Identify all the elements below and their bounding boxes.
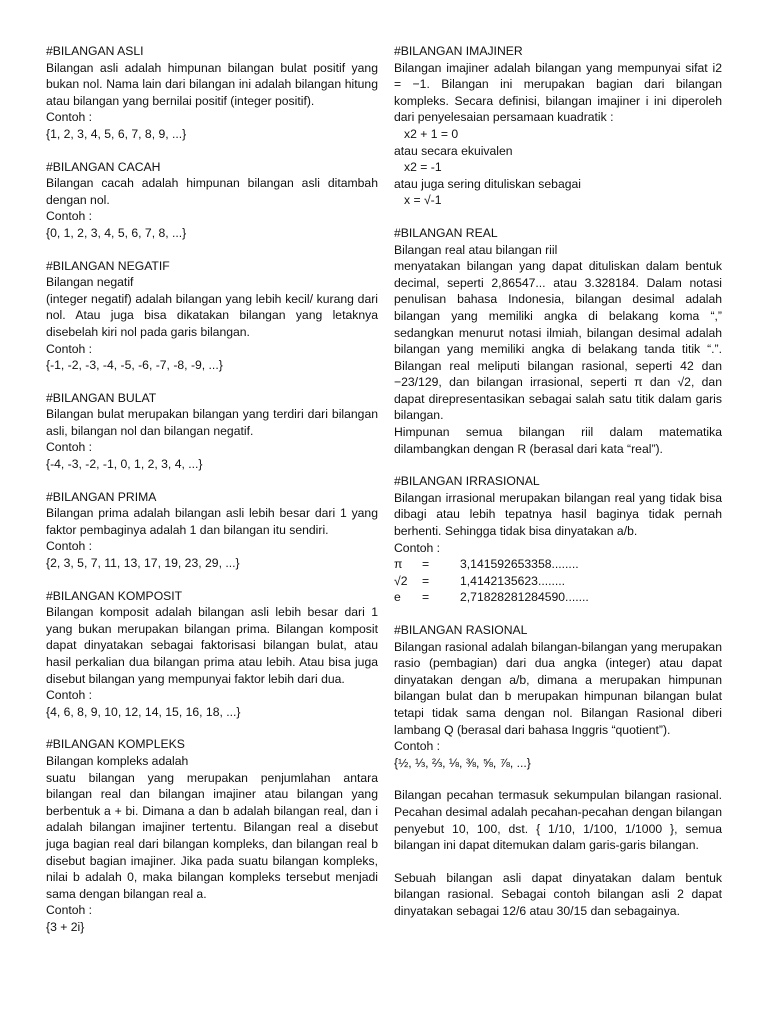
equation-note-1: atau secara ekuivalen xyxy=(394,143,513,158)
constant-symbol: √2 xyxy=(394,573,408,588)
section-subheading: Bilangan kompleks adalah xyxy=(46,753,189,768)
example-set: {2, 3, 5, 7, 11, 13, 17, 19, 23, 29, ...} xyxy=(46,556,240,571)
section-text: Bilangan irrasional merupakan bilangan real yang tidak bisa dibagi atau lebih tepatnya hasil baginya tidak pernah berhenti. Sehingga tidak bisa dinyatakan a/b. xyxy=(394,490,722,539)
equation-1: x2 + 1 = 0 xyxy=(404,126,459,141)
constant-value: 3,141592653358........ xyxy=(460,557,579,572)
constant-value: 2,71828281284590....... xyxy=(460,590,589,605)
example-set: {1, 2, 3, 4, 5, 6, 7, 8, 9, ...} xyxy=(46,126,187,141)
section-bilangan-komposit xyxy=(46,588,378,721)
section-heading: #BILANGAN NEGATIF xyxy=(46,258,170,273)
section-bilangan-real xyxy=(394,225,722,457)
section-subheading: Bilangan real atau bilangan riil xyxy=(394,242,558,257)
section-heading: #BILANGAN RASIONAL xyxy=(394,623,528,637)
section-bilangan-irrasional xyxy=(394,473,722,606)
section-text: Bilangan prima adalah bilangan asli lebih besar dari 1 yang faktor pembaginya adalah 1 dan bilangan itu sendiri. xyxy=(46,506,378,537)
constant-symbol: e xyxy=(394,590,401,605)
constant-row-pi xyxy=(394,556,722,573)
section-bilangan-negatif xyxy=(46,258,378,374)
contoh-label: Contoh : xyxy=(46,110,93,125)
paragraph-gap xyxy=(394,771,722,787)
contoh-label: Contoh : xyxy=(46,539,93,554)
section-text: Bilangan asli adalah himpunan bilangan bulat positif yang bukan nol. Nama lain dari bilangan ini adalah bilangan hitung atau bilangan yang bernilai positif (integer positif). xyxy=(46,60,378,108)
section-text: Bilangan imajiner adalah bilangan yang mempunyai sifat i2 = −1. Bilangan ini merupakan bagian dari bilangan kompleks. Secara definisi, bilangan imajiner i ini diperoleh dari penyelesaian persamaan kuadratik : xyxy=(394,60,722,125)
example-set: {3 + 2i} xyxy=(46,919,85,934)
contoh-label: Contoh : xyxy=(46,209,93,224)
section-text: Bilangan komposit adalah bilangan asli lebih besar dari 1 yang bukan merupakan bilangan prima. Bilangan komposit dapat dinyatakan sebagai faktorisasi bilangan bulat, atau hasil perkalian dua bilangan prima atau lebih. Atau bisa juga disebut bilangan yang mempunyai faktor lebih dari dua. xyxy=(46,605,378,686)
example-set: {-4, -3, -2, -1, 0, 1, 2, 3, 4, ...} xyxy=(46,457,203,472)
section-bilangan-bulat xyxy=(46,390,378,473)
section-heading: #BILANGAN KOMPOSIT xyxy=(46,588,183,603)
section-text-2: Himpunan semua bilangan riil dalam matematika dilambangkan dengan R (berasal dari kata “real”). xyxy=(394,425,722,456)
section-heading: #BILANGAN BULAT xyxy=(46,390,157,405)
section-bilangan-cacah xyxy=(46,159,378,242)
section-heading: #BILANGAN CACAH xyxy=(46,159,161,174)
section-heading: #BILANGAN PRIMA xyxy=(46,489,157,504)
example-set: {-1, -2, -3, -4, -5, -6, -7, -8, -9, ...} xyxy=(46,358,223,373)
section-heading: #BILANGAN REAL xyxy=(394,225,498,240)
section-bilangan-asli xyxy=(46,43,378,143)
section-bilangan-imajiner xyxy=(394,43,722,209)
paragraph-bilangan-asli-rasional: Sebuah bilangan asli dapat dinyatakan dalam bentuk bilangan rasional. Sebagai contoh bilangan asli 2 dapat dinyatakan sebagai 12/6 atau 30/15 dan sebagainya. xyxy=(394,870,722,918)
constant-row-sqrt2 xyxy=(394,573,722,590)
contoh-label: Contoh : xyxy=(394,739,441,754)
section-text: (integer negatif) adalah bilangan yang lebih kecil/ kurang dari nol. Atau juga bisa dikatakan bilangan yang letaknya disebelah kiri nol pada garis bilangan. xyxy=(46,291,378,339)
section-heading: #BILANGAN IMAJINER xyxy=(394,44,523,58)
constant-equals: = xyxy=(422,573,430,588)
section-text: suatu bilangan yang merupakan penjumlahan antara bilangan real dan bilangan imajiner atau bilangan yang berbentuk a + bi. Dimana a dan b adalah bilangan real, dan i adalah bilangan imajiner tertentu. Bilangan real a disebut juga bagian real dari bilangan kompleks, dan bilangan real b disebut bagian imajiner. Jika pada suatu bilangan kompleks, nilai b adalah 0, maka bilangan kompleks tersebut menjadi sama dengan bilangan real a. xyxy=(46,770,378,901)
right-column xyxy=(394,43,722,936)
constant-equals: = xyxy=(422,590,430,605)
equation-3: x = √-1 xyxy=(404,193,442,208)
constant-equals: = xyxy=(422,557,430,572)
section-heading: #BILANGAN KOMPLEKS xyxy=(46,737,185,752)
section-text: menyatakan bilangan yang dapat dituliskan dalam bentuk decimal, seperti 2,86547... atau 3.328184. Dalam notasi penulisan bahasa Indonesia, bilangan desimal adalah bilangan yang memiliki angka di belakang koma “,” sedangkan menurut notasi ilmiah, bilangan desimal adalah bilangan yang memiliki angka di belakang tanda titik “.”. Bilangan real meliputi bilangan rasional, seperti 42 dan −23/129, dan bilangan irrasional, seperti π dan √2, dan dapat direpresentasikan sebagai salah satu titik dalam garis bilangan. xyxy=(394,259,722,423)
contoh-label: Contoh : xyxy=(46,341,93,356)
example-set: {½, ⅓, ⅔, ⅛, ⅜, ⅝, ⅞, ...} xyxy=(394,755,531,770)
equation-note-2: atau juga sering dituliskan sebagai xyxy=(394,176,582,191)
section-bilangan-rasional xyxy=(394,622,722,920)
constant-row-e xyxy=(394,589,722,606)
equation-2: x2 = -1 xyxy=(404,160,442,175)
contoh-label: Contoh : xyxy=(394,540,441,555)
paragraph-gap xyxy=(394,854,722,870)
left-column xyxy=(46,43,378,952)
constant-value: 1,4142135623........ xyxy=(460,573,566,588)
contoh-label: Contoh : xyxy=(46,688,93,703)
example-set: {4, 6, 8, 9, 10, 12, 14, 15, 16, 18, ...} xyxy=(46,704,241,719)
section-bilangan-prima xyxy=(46,489,378,572)
section-heading: #BILANGAN IRRASIONAL xyxy=(394,474,540,489)
contoh-label: Contoh : xyxy=(46,440,93,455)
section-text: Bilangan rasional adalah bilangan-bilangan yang merupakan rasio (pembagian) dari dua angka (integer) atau dapat dinyatakan dengan a/b, dimana a merupakan himpunan bilangan bulat dan b merupakan himpunan bilangan bulat tetapi tidak sama dengan nol. Bilangan Rasional diberi lambang Q (berasal dari bahasa Inggris “quotient”). xyxy=(394,639,722,737)
example-set: {0, 1, 2, 3, 4, 5, 6, 7, 8, ...} xyxy=(46,225,187,240)
section-text: Bilangan bulat merupakan bilangan yang terdiri dari bilangan asli, bilangan nol dan bilangan negatif. xyxy=(46,407,378,438)
contoh-label: Contoh : xyxy=(46,903,93,918)
paragraph-pecahan: Bilangan pecahan termasuk sekumpulan bilangan rasional. Pecahan desimal adalah pecahan-pecahan dengan bilangan penyebut 10, 100, dst. { 1/10, 1/100, 1/1000 }, semua bilangan ini dapat ditemukan dalam garis-garis bilangan. xyxy=(394,788,722,853)
section-subheading: Bilangan negatif xyxy=(46,275,134,290)
section-heading: #BILANGAN ASLI xyxy=(46,44,144,58)
constant-symbol: π xyxy=(394,557,403,572)
section-text: Bilangan cacah adalah himpunan bilangan asli ditambah dengan nol. xyxy=(46,176,378,207)
section-bilangan-kompleks xyxy=(46,736,378,935)
